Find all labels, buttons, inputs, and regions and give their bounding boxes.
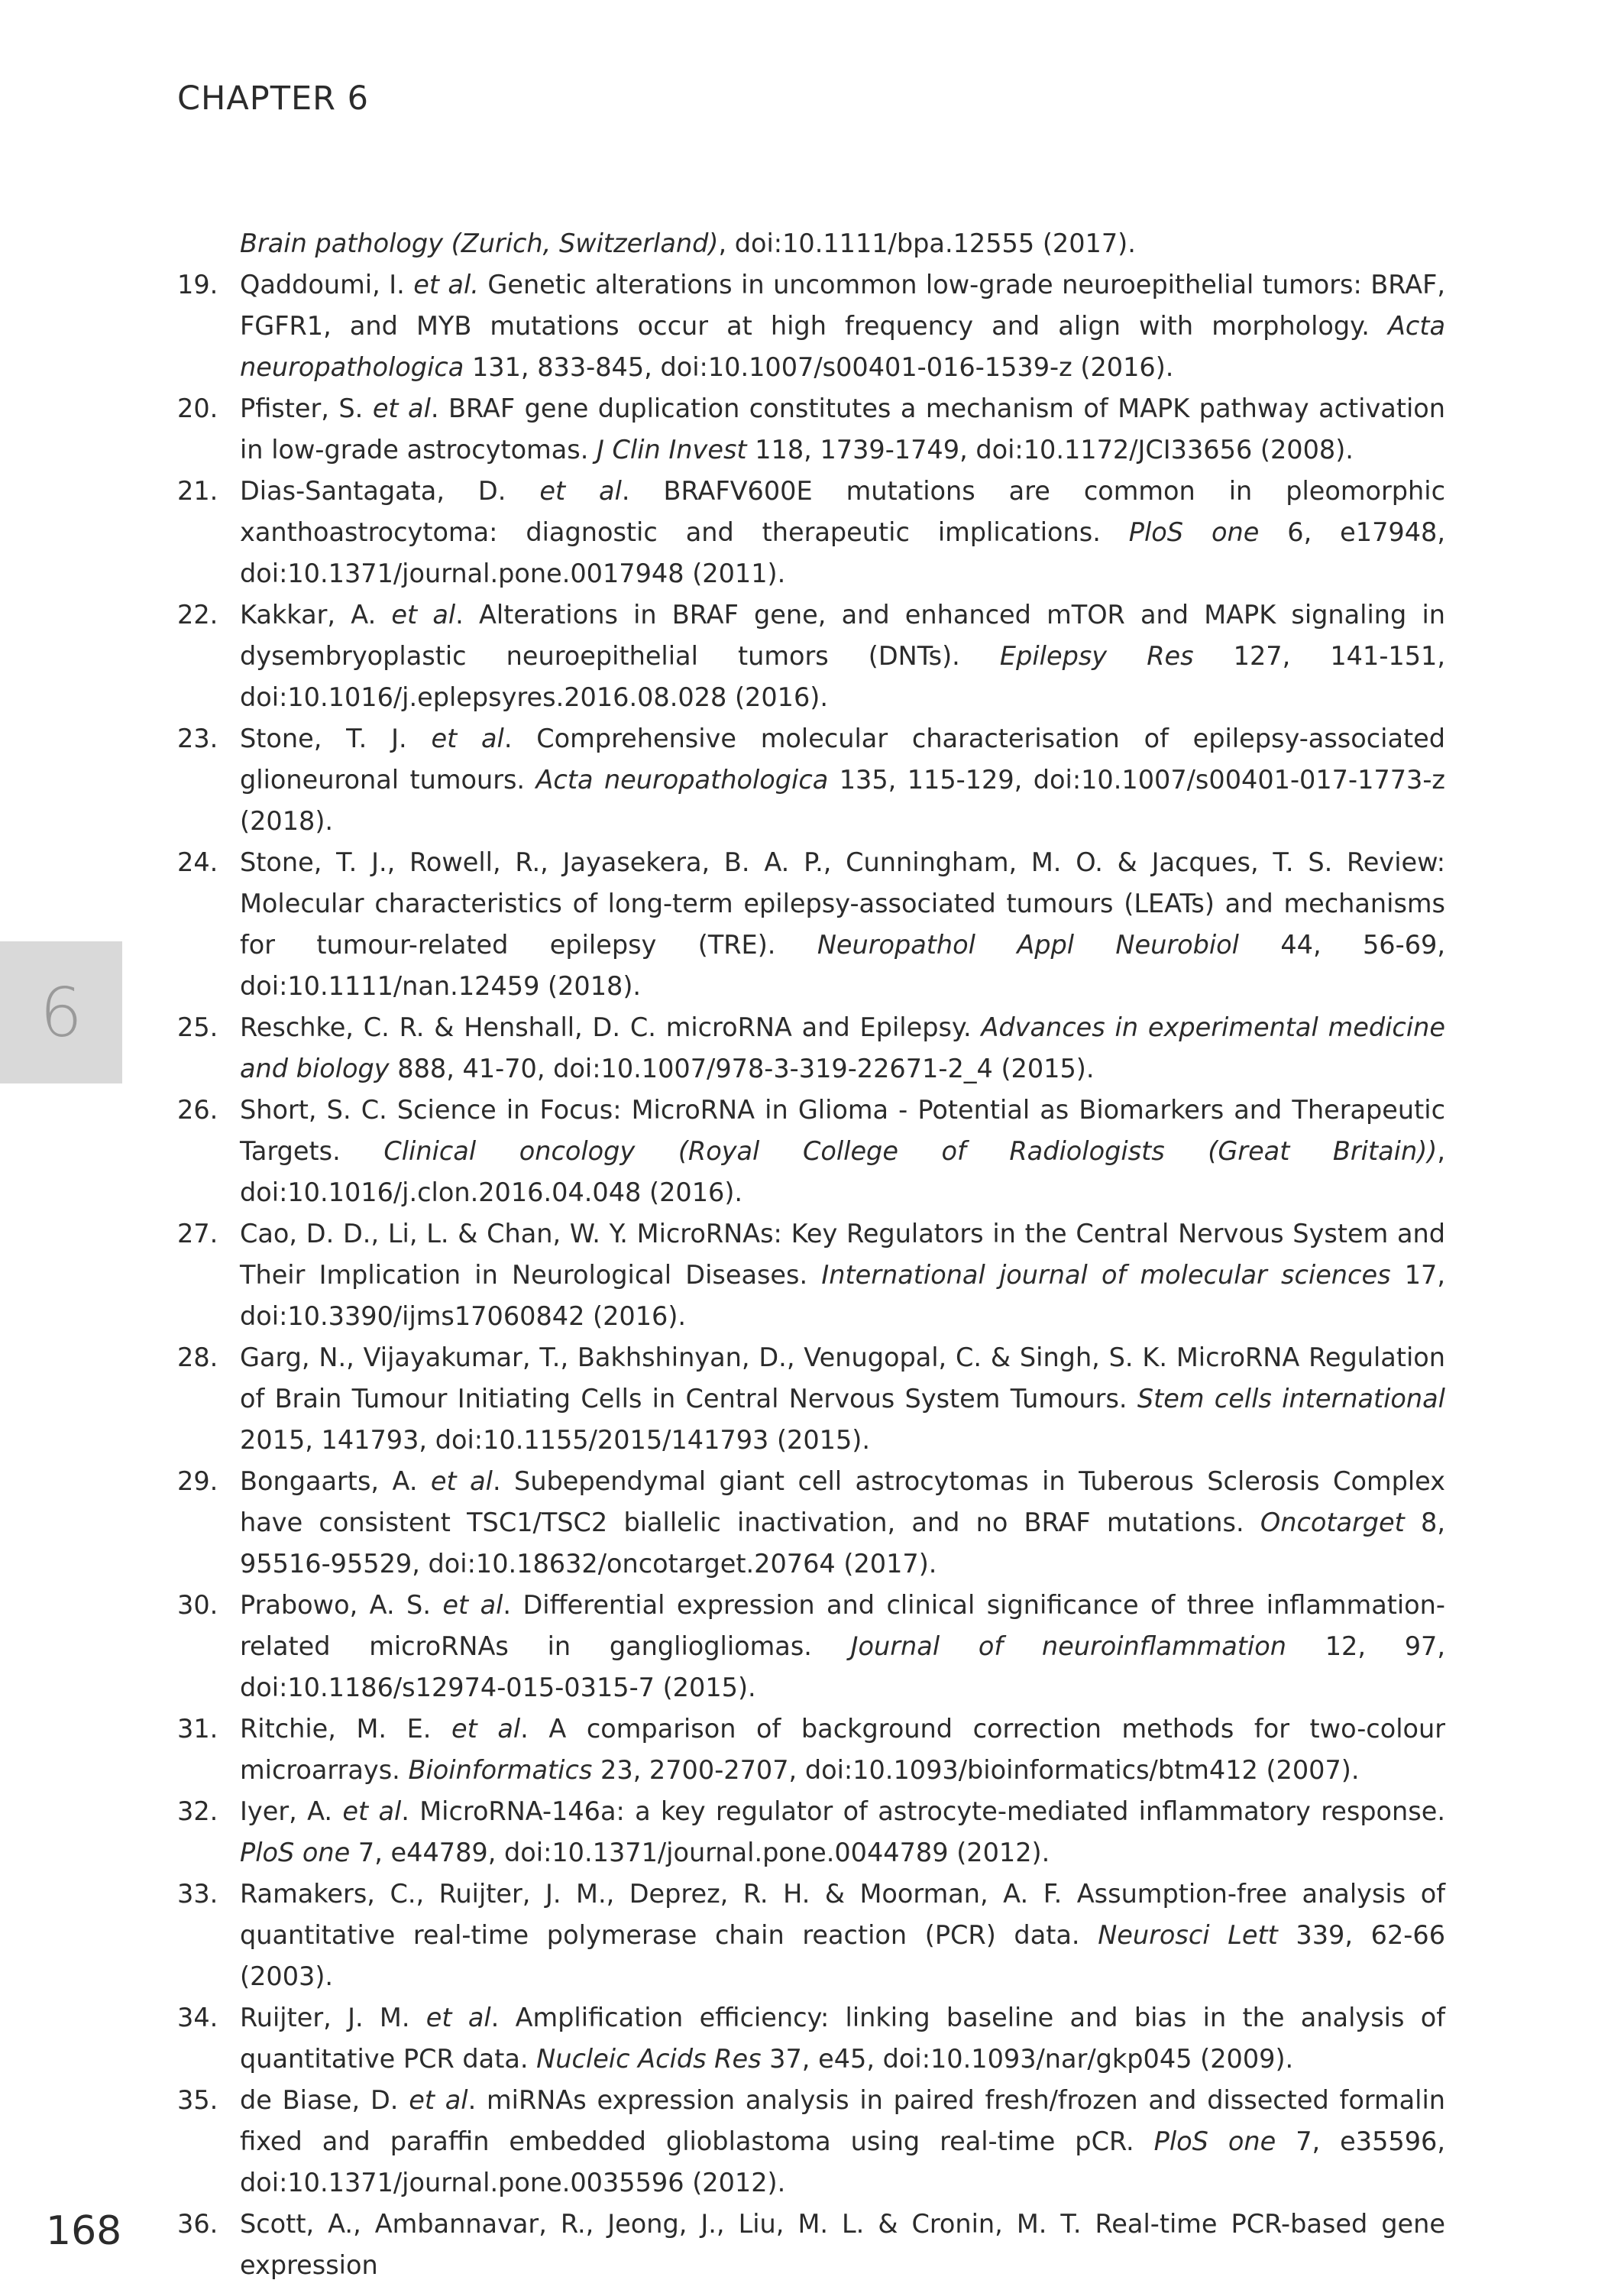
reference-list: [177, 223, 1445, 2286]
reference-item: [177, 1997, 1445, 2080]
reference-segment: . A comparison of background correction methods for two-colour microarrays.: [240, 1714, 1446, 1785]
reference-text: [240, 1337, 1445, 1461]
reference-number: 30.: [177, 1590, 218, 1620]
reference-segment: Prabowo, A. S.: [240, 1590, 443, 1620]
reference-segment: Scott, A., Ambannavar, R., Jeong, J., Liu, M. L. & Cronin, M. T. Real-time PCR-based gene expression: [240, 2209, 1445, 2280]
reference-number: 33.: [177, 1879, 218, 1909]
reference-italic-segment: et al: [425, 2003, 491, 2032]
reference-italic-segment: et al: [539, 476, 622, 506]
chapter-tab: [0, 941, 122, 1083]
reference-text: [240, 718, 1445, 842]
reference-italic-segment: et al: [342, 1796, 402, 1826]
reference-number: 36.: [177, 2209, 218, 2239]
reference-segment: 7, e35596, doi:10.1371/journal.pone.0035596 (2012).: [240, 2126, 1446, 2197]
reference-segment: , doi:10.1111/bpa.12555 (2017).: [718, 228, 1136, 258]
reference-segment: . BRAF gene duplication constitutes a mechanism of MAPK pathway activation in low-grade astrocytomas.: [240, 394, 1445, 465]
reference-italic-segment: Brain pathology (Zurich, Switzerland): [240, 228, 719, 258]
reference-text: [240, 388, 1445, 471]
reference-segment: 6, e17948, doi:10.1371/journal.pone.0017948 (2011).: [240, 517, 1445, 588]
chapter-header: CHAPTER 6: [177, 79, 370, 118]
reference-item: [177, 1874, 1445, 1997]
reference-text: [240, 1997, 1445, 2080]
reference-italic-segment: Neurosci Lett: [1098, 1920, 1278, 1950]
reference-segment: 8, 95516-95529, doi:10.18632/oncotarget.20764 (2017).: [240, 1508, 1445, 1579]
reference-segment: . Subependymal giant cell astrocytomas in Tuberous Sclerosis Complex have consistent TSC1/TSC2 biallelic inactivation, and no BRAF mutations.: [240, 1466, 1445, 1537]
reference-text: [240, 264, 1445, 388]
reference-segment: Qaddoumi, I.: [240, 270, 414, 300]
reference-text: [240, 1213, 1445, 1337]
reference-italic-segment: Clinical oncology (Royal College of Radiologists (Great Britain)): [383, 1136, 1438, 1166]
reference-italic-segment: et al.: [413, 270, 479, 300]
reference-italic-segment: Nucleic Acids Res: [536, 2044, 762, 2074]
reference-segment: . MicroRNA-146a: a key regulator of astrocyte-mediated inflammatory response.: [401, 1796, 1446, 1826]
reference-segment: Ritchie, M. E.: [240, 1714, 452, 1744]
reference-segment: . Differential expression and clinical significance of three inflammation-related microRNAs in gangliogliomas.: [240, 1590, 1445, 1661]
reference-item: [177, 1007, 1445, 1090]
reference-segment: Short, S. C. Science in Focus: MicroRNA in Glioma - Potential as Biomarkers and Therapeutic Targets.: [240, 1095, 1445, 1166]
reference-segment: . Amplification efficiency: linking baseline and bias in the analysis of quantitative PCR data.: [240, 2003, 1446, 2074]
reference-number: 28.: [177, 1342, 218, 1372]
reference-text: [240, 223, 1445, 264]
reference-italic-segment: Stem cells international: [1137, 1384, 1445, 1414]
reference-segment: Genetic alterations in uncommon low-grade neuroepithelial tumors: BRAF, FGFR1, and MYB mutations occur at high frequency and align with morphology.: [240, 270, 1445, 341]
reference-italic-segment: PloS one: [1153, 2126, 1276, 2156]
reference-text: [240, 1874, 1445, 1997]
reference-item: [177, 1090, 1445, 1213]
reference-segment: 7, e44789, doi:10.1371/journal.pone.0044789 (2012).: [350, 1838, 1050, 1867]
reference-segment: 888, 41-70, doi:10.1007/978-3-319-22671-2_4 (2015).: [389, 1054, 1095, 1083]
reference-italic-segment: International journal of molecular sciences: [821, 1260, 1391, 1290]
reference-text: [240, 1461, 1445, 1585]
reference-italic-segment: et al: [409, 2085, 468, 2115]
reference-segment: Iyer, A.: [240, 1796, 343, 1826]
reference-item: [177, 594, 1445, 718]
chapter-tab-number: 6: [40, 973, 82, 1052]
reference-number: 25.: [177, 1012, 218, 1042]
reference-text: [240, 1007, 1445, 1090]
reference-number: 35.: [177, 2085, 218, 2115]
reference-item: [177, 223, 1445, 264]
reference-text: [240, 842, 1445, 1007]
reference-segment: . BRAFV600E mutations are common in pleomorphic xanthoastrocytoma: diagnostic and therapeutic implications.: [240, 476, 1445, 547]
reference-item: [177, 718, 1445, 842]
reference-number: 22.: [177, 600, 218, 630]
reference-item: [177, 842, 1445, 1007]
reference-italic-segment: et al: [391, 600, 456, 630]
reference-italic-segment: PloS one: [1128, 517, 1260, 547]
reference-segment: Ramakers, C., Ruijter, J. M., Deprez, R. H. & Moorman, A. F. Assumption-free analysis of quantitative real-time polymerase chain reaction (PCR) data.: [240, 1879, 1445, 1950]
reference-number: 24.: [177, 847, 218, 877]
reference-text: [240, 2080, 1445, 2204]
reference-italic-segment: Journal of neuroinflammation: [850, 1631, 1286, 1661]
reference-segment: Kakkar, A.: [240, 600, 392, 630]
reference-segment: Cao, D. D., Li, L. & Chan, W. Y. MicroRNAs: Key Regulators in the Central Nervous System and Their Implication in Neurological Diseases.: [240, 1219, 1445, 1290]
reference-number: 26.: [177, 1095, 218, 1125]
reference-segment: 23, 2700-2707, doi:10.1093/bioinformatics/btm412 (2007).: [592, 1755, 1360, 1785]
reference-italic-segment: Epilepsy Res: [999, 641, 1194, 671]
reference-italic-segment: et al: [442, 1590, 503, 1620]
reference-segment: 37, e45, doi:10.1093/nar/gkp045 (2009).: [761, 2044, 1294, 2074]
reference-item: [177, 1791, 1445, 1874]
reference-item: [177, 264, 1445, 388]
reference-number: [177, 223, 240, 264]
reference-item: [177, 471, 1445, 594]
reference-number: 34.: [177, 2003, 218, 2032]
reference-segment: Stone, T. J., Rowell, R., Jayasekera, B. A. P., Cunningham, M. O. & Jacques, T. S. Review: Molecular characteristics of long-term epilepsy-associated tumours (LEATs) and mechanisms for tumour-related epilepsy (TRE).: [240, 847, 1445, 960]
reference-item: [177, 388, 1445, 471]
reference-item: [177, 1213, 1445, 1337]
reference-text: [240, 471, 1445, 594]
reference-italic-segment: Bioinformatics: [408, 1755, 593, 1785]
reference-text: [240, 594, 1445, 718]
reference-italic-segment: et al: [451, 1714, 521, 1744]
reference-segment: 339, 62-66 (2003).: [240, 1920, 1446, 1991]
reference-item: [177, 1337, 1445, 1461]
reference-number: 21.: [177, 476, 218, 506]
reference-segment: Reschke, C. R. & Henshall, D. C. microRNA and Epilepsy.: [240, 1012, 982, 1042]
reference-number: 29.: [177, 1466, 218, 1496]
reference-segment: 118, 1739-1749, doi:10.1172/JCI33656 (2008).: [746, 435, 1354, 465]
reference-segment: , doi:10.1016/j.clon.2016.04.048 (2016).: [240, 1136, 1445, 1207]
reference-text: [240, 1708, 1445, 1791]
reference-number: 19.: [177, 270, 218, 300]
reference-number: 20.: [177, 394, 218, 423]
reference-italic-segment: Acta neuropathologica: [240, 311, 1445, 382]
reference-italic-segment: Neuropathol Appl Neurobiol: [817, 930, 1239, 960]
reference-segment: . Alterations in BRAF gene, and enhanced mTOR and MAPK signaling in dysembryoplastic neuroepithelial tumors (DNTs).: [240, 600, 1445, 671]
reference-number: 31.: [177, 1714, 218, 1744]
reference-item: [177, 2080, 1445, 2204]
reference-item: [177, 1461, 1445, 1585]
reference-text: [240, 2204, 1445, 2286]
reference-number: 27.: [177, 1219, 218, 1249]
reference-segment: Pfister, S.: [240, 394, 373, 423]
reference-segment: 17, doi:10.3390/ijms17060842 (2016).: [240, 1260, 1446, 1331]
reference-segment: Dias-Santagata, D.: [240, 476, 540, 506]
reference-italic-segment: PloS one: [240, 1838, 351, 1867]
reference-number: 32.: [177, 1796, 218, 1826]
reference-text: [240, 1090, 1445, 1213]
reference-segment: Bongaarts, A.: [240, 1466, 431, 1496]
reference-text: [240, 1585, 1445, 1708]
reference-segment: de Biase, D.: [240, 2085, 409, 2115]
reference-italic-segment: J Clin Invest: [597, 435, 747, 465]
reference-italic-segment: et al: [372, 394, 431, 423]
reference-segment: 127, 141-151, doi:10.1016/j.eplepsyres.2016.08.028 (2016).: [240, 641, 1445, 712]
reference-segment: 12, 97, doi:10.1186/s12974-015-0315-7 (2015).: [240, 1631, 1445, 1702]
reference-number: 23.: [177, 724, 218, 753]
reference-segment: 2015, 141793, doi:10.1155/2015/141793 (2015).: [240, 1425, 871, 1455]
reference-italic-segment: Acta neuropathologica: [535, 765, 829, 795]
reference-segment: . miRNAs expression analysis in paired fresh/frozen and dissected formalin fixed and paraffin embedded glioblastoma using real-time pCR.: [240, 2085, 1446, 2156]
reference-segment: Ruijter, J. M.: [240, 2003, 426, 2032]
reference-segment: 135, 115-129, doi:10.1007/s00401-017-1773-z (2018).: [240, 765, 1445, 836]
reference-item: [177, 1708, 1445, 1791]
reference-item: [177, 2204, 1445, 2286]
reference-text: [240, 1791, 1445, 1874]
reference-segment: Garg, N., Vijayakumar, T., Bakhshinyan, D., Venugopal, C. & Singh, S. K. MicroRNA Regulation of Brain Tumour Initiating Cells in Central Nervous System Tumours.: [240, 1342, 1445, 1414]
reference-segment: 131, 833-845, doi:10.1007/s00401-016-1539-z (2016).: [464, 352, 1174, 382]
reference-italic-segment: et al: [430, 1466, 493, 1496]
reference-segment: . Comprehensive molecular characterisation of epilepsy-associated glioneuronal tumours.: [240, 724, 1446, 795]
reference-segment: Stone, T. J.: [240, 724, 432, 753]
reference-item: [177, 1585, 1445, 1708]
page-number: 168: [46, 2208, 122, 2254]
reference-italic-segment: Oncotarget: [1260, 1508, 1405, 1537]
reference-segment: 44, 56-69, doi:10.1111/nan.12459 (2018).: [240, 930, 1445, 1001]
reference-italic-segment: Advances in experimental medicine and biology: [240, 1012, 1445, 1083]
reference-italic-segment: et al: [431, 724, 504, 753]
